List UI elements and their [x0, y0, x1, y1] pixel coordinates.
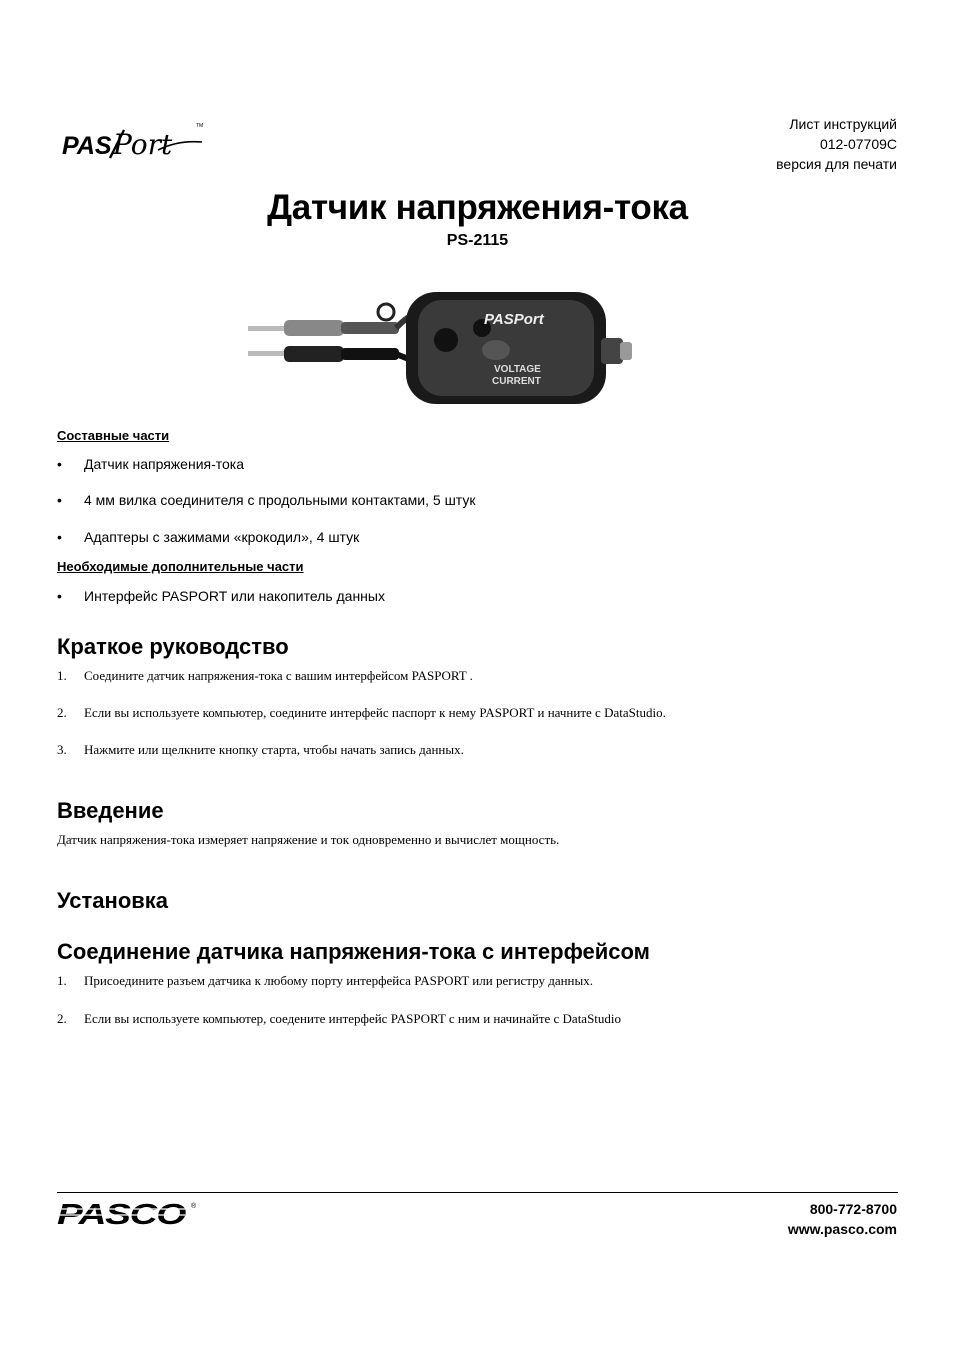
step-number: 3.	[57, 742, 67, 757]
device-current-label: CURRENT	[492, 376, 541, 387]
doc-type: Лист инструкций	[789, 116, 897, 132]
step-text: Присоедините разъем датчика к любому порту интерфейса PASPORT или регистру данных.	[84, 973, 593, 988]
model-number: PS-2115	[446, 232, 509, 249]
step-text: Если вы используете компьютер, соедините интерфейс паспорт к нему PASPORT и начните с DataStudio.	[84, 705, 666, 720]
step-item	[57, 668, 666, 684]
step-number: 1.	[57, 973, 67, 988]
phone-number: 800-772-8700	[809, 1201, 897, 1217]
device-brand-label: PASPort	[484, 311, 544, 328]
connect-heading: Соединение датчика напряжения-тока с интерфейсом	[57, 939, 650, 964]
pasport-logo	[60, 118, 210, 164]
device-voltage-label: VOLTAGE	[494, 364, 541, 375]
step-number: 1.	[57, 668, 67, 683]
parts-heading: Составные части	[57, 428, 170, 443]
document-meta	[776, 114, 897, 174]
step-number: 2.	[57, 705, 67, 720]
step-item	[57, 705, 666, 721]
footer-contact	[788, 1199, 897, 1239]
step-text: Соедините датчик напряжения-тока с вашим интерфейсом PASPORT .	[84, 668, 473, 683]
step-text: Если вы используете компьютер, соеденитe интерфейс PASPORT с ним и начинайте с DataStudio	[84, 1011, 622, 1026]
svg-text:®: ®	[191, 1203, 197, 1210]
footer-divider	[57, 1192, 898, 1193]
step-text: Нажмите или щелкните кнопку старта, чтобы начать запись данных.	[84, 742, 464, 757]
svg-text:Port: Port	[113, 128, 173, 161]
quick-start-heading: Краткое руководство	[57, 634, 289, 659]
quick-start-steps	[57, 668, 666, 758]
website-link[interactable]: www.pasco.com	[787, 1221, 897, 1237]
svg-text:PAS: PAS	[62, 132, 112, 160]
step-item	[57, 1011, 621, 1027]
required-parts-list	[57, 588, 385, 604]
step-item	[57, 742, 666, 758]
doc-number: 012-07709C	[819, 136, 897, 152]
svg-text:TM: TM	[196, 123, 204, 129]
list-item: • Адаптеры с зажимами «крокодил», 4 штук	[57, 529, 476, 545]
pasco-logo	[57, 1200, 202, 1228]
intro-text: Датчик напряжения-тока измеряет напряжение и ток одновременно и вычислет мощность.	[57, 832, 560, 847]
setup-heading: Установка	[57, 888, 169, 913]
intro-heading: Введение	[57, 798, 164, 823]
svg-text:PASCO: PASCO	[57, 1200, 187, 1228]
doc-version: версия для печати	[776, 156, 897, 172]
required-parts-heading: Необходимые дополнительные части	[57, 559, 304, 574]
step-item	[57, 973, 621, 989]
parts-list	[57, 456, 476, 545]
step-number: 2.	[57, 1011, 67, 1026]
list-item: • 4 мм вилка соединителя с продольными контактами, 5 штук	[57, 492, 476, 508]
page-title: Датчик напряжения-тока	[267, 188, 688, 227]
connect-steps	[57, 973, 621, 1027]
sensor-device-image	[246, 278, 636, 410]
list-item: • Датчик напряжения-тока	[57, 456, 476, 472]
list-item: • Интерфейс PASPORT или накопитель данных	[57, 588, 385, 604]
